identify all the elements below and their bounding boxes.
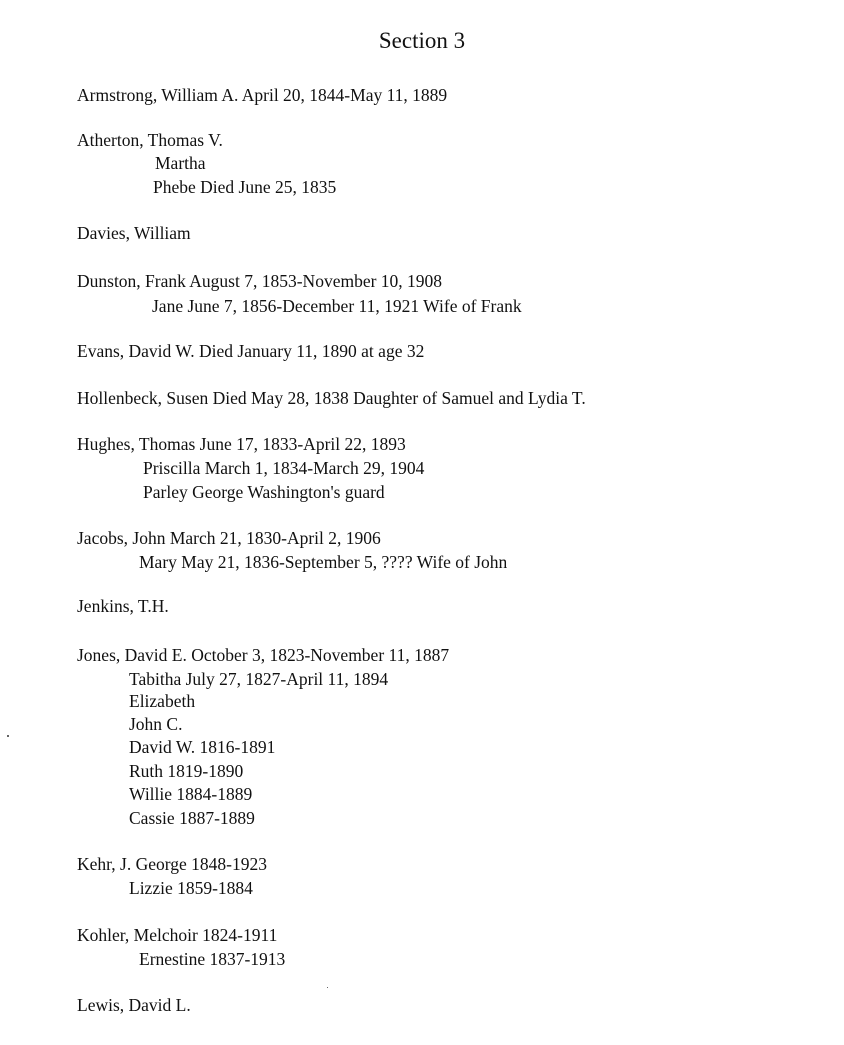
entry-dunston-member: Jane June 7, 1856-December 11, 1921 Wife of Frank [152, 296, 522, 316]
entry-jones-member: David W. 1816-1891 [129, 737, 276, 757]
entry-jones-member: Tabitha July 27, 1827-April 11, 1894 [129, 669, 389, 689]
entry-jones-member: Willie 1884-1889 [129, 784, 253, 804]
entry-hughes: Hughes, Thomas June 17, 1833-April 22, 1893 [77, 434, 406, 454]
entry-atherton: Atherton, Thomas V. [77, 130, 223, 150]
entry-hollenbeck: Hollenbeck, Susen Died May 28, 1838 Daughter of Samuel and Lydia T. [77, 388, 586, 408]
entry-kohler-member: Ernestine 1837-1913 [139, 949, 286, 969]
entry-atherton-member: Phebe Died June 25, 1835 [153, 177, 337, 197]
entry-lewis: Lewis, David L. [77, 995, 191, 1015]
scan-speck [327, 987, 328, 988]
entry-jones-member: John C. [129, 714, 183, 734]
entry-jones: Jones, David E. October 3, 1823-November 11, 1887 [77, 645, 450, 665]
entry-kehr-member: Lizzie 1859-1884 [129, 878, 253, 898]
entry-hughes-member: Parley George Washington's guard [143, 482, 385, 502]
entry-davies: Davies, William [77, 223, 191, 243]
entry-atherton-member: Martha [155, 153, 206, 173]
entry-jenkins: Jenkins, T.H. [77, 596, 169, 616]
entry-kohler: Kohler, Melchoir 1824-1911 [77, 925, 278, 945]
entry-jacobs-member: Mary May 21, 1836-September 5, ???? Wife of John [139, 552, 508, 572]
scan-speck [7, 735, 9, 737]
entry-evans: Evans, David W. Died January 11, 1890 at age 32 [77, 341, 425, 361]
entry-jacobs: Jacobs, John March 21, 1830-April 2, 1906 [77, 528, 381, 548]
entry-jones-member: Elizabeth [129, 691, 196, 711]
entry-dunston: Dunston, Frank August 7, 1853-November 10, 1908 [77, 271, 443, 291]
entry-armstrong: Armstrong, William A. April 20, 1844-May 11, 1889 [77, 85, 448, 105]
entry-kehr: Kehr, J. George 1848-1923 [77, 854, 267, 874]
entry-jones-member: Ruth 1819-1890 [129, 761, 244, 781]
page-title: Section 3 [378, 28, 466, 53]
entry-hughes-member: Priscilla March 1, 1834-March 29, 1904 [143, 458, 425, 478]
entry-jones-member: Cassie 1887-1889 [129, 808, 255, 828]
